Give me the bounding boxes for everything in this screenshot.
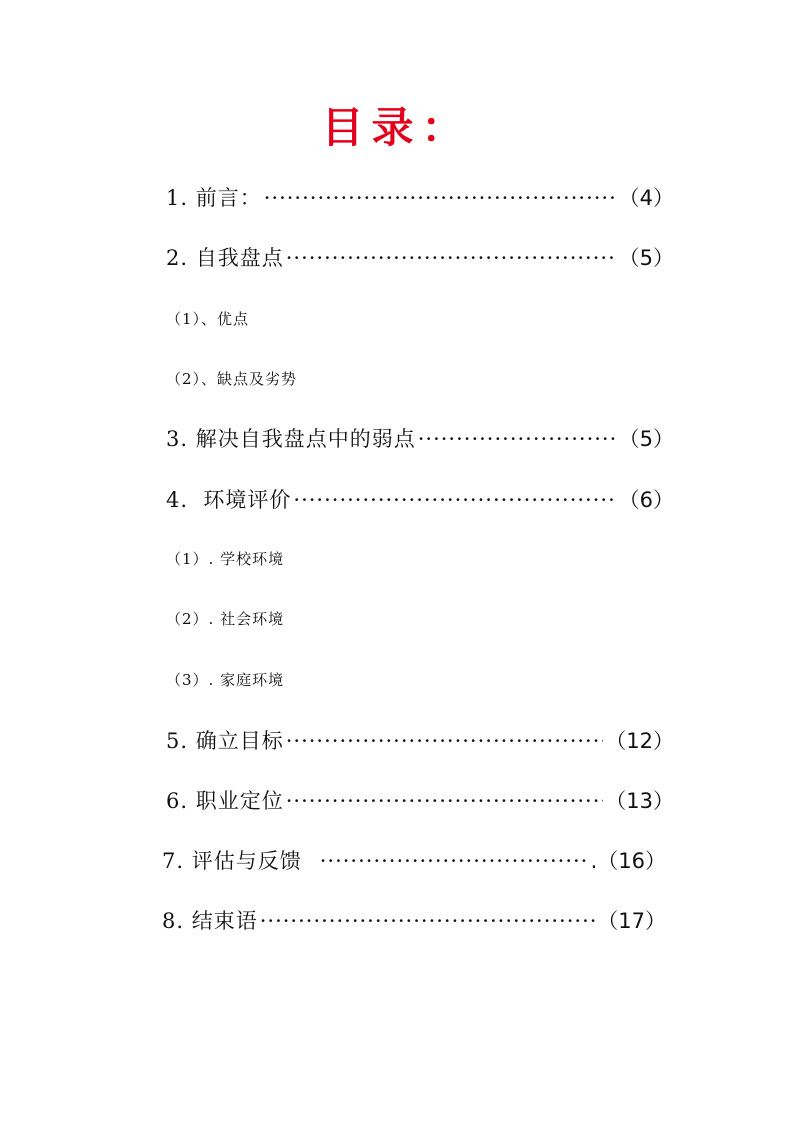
- toc-entry-resolve-weaknesses[interactable]: [166, 424, 674, 454]
- toc-entry-evaluation-feedback[interactable]: [162, 846, 666, 876]
- toc-entry-label: 2. 自我盘点: [166, 246, 284, 270]
- toc-subentry-weaknesses[interactable]: [166, 367, 297, 391]
- toc-entry-label: 5. 确立目标: [166, 729, 284, 753]
- toc-entry-label: （3）. 家庭环境: [166, 671, 285, 689]
- toc-entry-label: 6. 职业定位: [166, 789, 284, 813]
- toc-entry-conclusion[interactable]: [162, 906, 666, 936]
- toc-page-number: （4）: [618, 186, 674, 210]
- toc-page-number: （12）: [605, 729, 674, 753]
- toc-entry-label: 1. 前言：: [166, 186, 262, 210]
- toc-subentry-strengths[interactable]: [166, 307, 249, 331]
- leader-dots: [418, 424, 617, 454]
- toc-entry-environment[interactable]: [166, 485, 674, 515]
- toc-entry-label: 7. 评估与反馈: [162, 849, 302, 873]
- toc-page-number: （6）: [618, 488, 674, 512]
- leader-dots: [286, 726, 604, 756]
- leader-dots: [286, 786, 604, 816]
- toc-entry-label: 4. 环境评价: [166, 488, 292, 512]
- leader-dots: [264, 183, 617, 213]
- toc-page-number: （13）: [605, 789, 674, 813]
- toc-subentry-school-environment[interactable]: [166, 547, 284, 571]
- toc-subentry-family-environment[interactable]: [166, 668, 284, 692]
- toc-entry-label: （2）. 社会环境: [166, 610, 285, 628]
- toc-entry-label: （1）、优点: [166, 310, 250, 328]
- toc-page-number: （5）: [618, 246, 674, 270]
- toc-page-number: （17）: [597, 909, 666, 933]
- toc-entry-career-positioning[interactable]: [166, 786, 674, 816]
- toc-entry-label: （1）. 学校环境: [166, 550, 285, 568]
- toc-entry-label: 3. 解决自我盘点中的弱点: [166, 427, 416, 451]
- toc-entry-set-goals[interactable]: [166, 726, 674, 756]
- toc-page-number: .（16）: [590, 849, 666, 873]
- leader-dots: [293, 485, 616, 515]
- page-title: 目录：: [321, 103, 472, 152]
- toc-entry-label: （2）、缺点及劣势: [166, 370, 298, 388]
- toc-subentry-social-environment[interactable]: [166, 607, 284, 631]
- leader-dots: [260, 906, 596, 936]
- toc-page-number: （5）: [618, 427, 674, 451]
- leader-dots: [320, 846, 589, 876]
- toc-entry-label: 8. 结束语: [162, 909, 258, 933]
- leader-dots: [286, 243, 617, 273]
- toc-entry-self-inventory[interactable]: [166, 243, 674, 273]
- toc-entry-preface[interactable]: [166, 183, 674, 213]
